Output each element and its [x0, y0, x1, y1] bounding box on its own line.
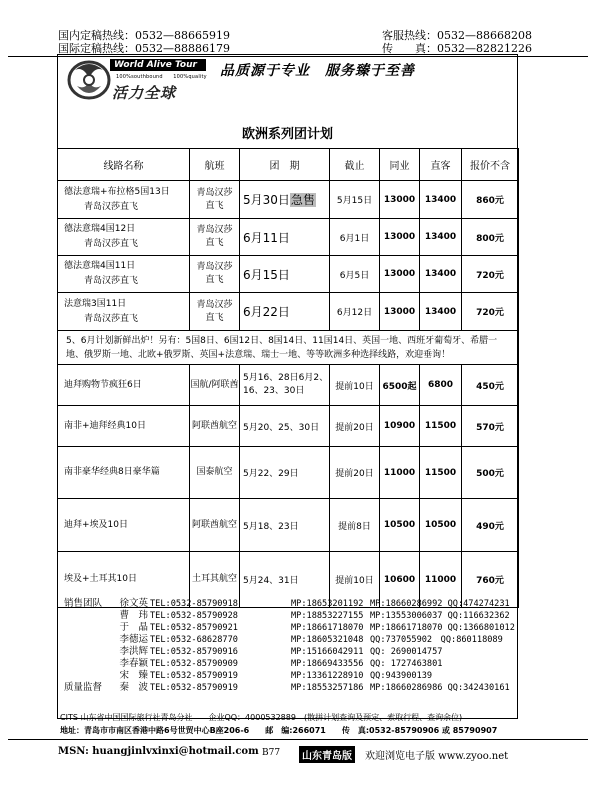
date-cell: 5月16、28日6月2、16、23、30日	[240, 365, 330, 406]
sales-mp: MP:18853227155	[291, 611, 364, 621]
list-item	[58, 622, 518, 634]
deadline-cell: 提前8日	[330, 499, 380, 552]
deadline-cell: 提前10日	[330, 552, 380, 608]
route-cell: 埃及+土耳其10日	[58, 552, 190, 608]
direct-price-cell: 10500	[420, 499, 462, 552]
list-item	[58, 670, 518, 682]
sales-tel: TEL:0532-85790916	[150, 647, 238, 657]
direct-price-cell: 13400	[420, 256, 462, 293]
trade-price-cell: 13000	[380, 181, 420, 219]
route-cell: 迪拜+埃及10日	[58, 499, 190, 552]
trade-price-cell: 6500起	[380, 365, 420, 406]
sales-mp: MP:13361228910	[291, 671, 364, 681]
sales-mp: MP:18661718070	[291, 623, 364, 633]
table-row	[58, 365, 519, 406]
fax-number: 传 真：0532—82821226	[382, 42, 532, 55]
table-row	[58, 293, 519, 331]
direct-price-cell: 11000	[420, 552, 462, 608]
sales-extra: MP:18660286992 QQ:474274231	[370, 599, 510, 609]
top-divider	[8, 56, 588, 57]
extra-price-cell: 490元	[462, 499, 519, 552]
sales-mp: MP:18605321048	[291, 635, 364, 645]
logo-tagline: 100%southbound 100%quality	[116, 74, 207, 80]
deadline-cell: 提前20日	[330, 406, 380, 447]
route-cell: 德法意瑞4国12日 青岛汉莎直飞	[58, 219, 190, 256]
sales-mp: MP:18553257186	[291, 683, 364, 693]
sales-tel: TEL:0532-85790909	[150, 659, 238, 669]
notice-row	[58, 331, 519, 365]
supervisor-label: 质量监督	[64, 682, 103, 693]
sales-mp: MP:18653201192	[291, 599, 364, 609]
trade-price-cell: 13000	[380, 293, 420, 331]
msn-contact: MSN: huangjinlvxinxi@hotmail.com	[58, 746, 259, 757]
tour-table	[57, 148, 519, 608]
trade-price-cell: 11000	[380, 447, 420, 499]
table-row	[58, 256, 519, 293]
deadline-cell: 提前10日	[330, 365, 380, 406]
airline-cell: 阿联酋航空	[190, 499, 240, 552]
route-cell: 南非豪华经典8日豪华篇	[58, 447, 190, 499]
table-row	[58, 447, 519, 499]
route-cell: 德法意瑞4国11日 青岛汉莎直飞	[58, 256, 190, 293]
airline-cell: 青岛汉莎 直飞	[190, 256, 240, 293]
bottom-divider	[8, 739, 588, 740]
list-item	[58, 598, 518, 610]
sales-extra: MP:13553006037 QQ:116632362	[370, 611, 510, 621]
direct-price-cell: 13400	[420, 181, 462, 219]
table-row	[58, 406, 519, 447]
sales-extra: QQ: 1727463801	[370, 659, 443, 669]
company-info: CITS 山东省中国国际旅行社青岛分社 企业QQ：4000532889 (散拼计划查询及预定、索取行程、查询余位)	[60, 713, 463, 722]
sales-tel: TEL:0532-85790928	[150, 611, 238, 621]
extra-price-cell: 720元	[462, 256, 519, 293]
sales-tel: TEL:0532-85790919	[150, 683, 238, 693]
deadline-cell: 6月1日	[330, 219, 380, 256]
date-cell: 6月11日	[240, 219, 330, 256]
sales-tel: TEL:0532-85790921	[150, 623, 238, 633]
date-cell: 5月18、23日	[240, 499, 330, 552]
sales-tel: TEL:0532-85790918	[150, 599, 238, 609]
domestic-hotline: 国内定稿热线：0532—88665919	[58, 29, 230, 42]
company-address: 地址：青岛市市南区香港中路6号世贸中心B座206-6 邮 编:266071 传 真:0532-85790906 或 85790907	[60, 726, 498, 735]
sales-name: 于 晶	[119, 622, 148, 633]
logo-cn-text: 活力全球	[112, 84, 177, 102]
sales-group-label: 销售团队	[64, 598, 103, 609]
airline-cell: 青岛汉莎 直飞	[190, 181, 240, 219]
sales-tel: TEL:0532-85790919	[150, 671, 238, 681]
sales-team	[58, 598, 518, 694]
sales-name: 曹 玮	[119, 610, 148, 621]
deadline-cell: 提前20日	[330, 447, 380, 499]
date-cell: 6月15日	[240, 256, 330, 293]
route-cell: 德法意瑞+布拉格5国13日 青岛汉莎直飞	[58, 181, 190, 219]
list-item	[58, 634, 518, 646]
sales-name: 李洪辉	[119, 646, 148, 657]
sales-extra: QQ: 2690014757	[370, 647, 443, 657]
extra-price-cell: 500元	[462, 447, 519, 499]
sales-extra: QQ:943900139	[370, 671, 433, 681]
sales-name: 宋 臻	[119, 670, 148, 681]
trade-price-cell: 10600	[380, 552, 420, 608]
date-cell: 5月30日急售	[240, 181, 330, 219]
extra-price-cell: 450元	[462, 365, 519, 406]
direct-price-cell: 6800	[420, 365, 462, 406]
date-cell: 5月20、25、30日	[240, 406, 330, 447]
service-hotline: 客服热线：0532—88668208	[382, 29, 532, 42]
table-header-row	[58, 149, 519, 181]
sales-name: 徐文英	[119, 598, 148, 609]
extra-price-cell: 570元	[462, 406, 519, 447]
sales-tel: TEL:0532-68628770	[150, 635, 238, 645]
notice-text: 5、6月计划新鲜出炉！另有：5国8日、6国12日、8国14日、11国14日、英国一地、西班牙葡萄牙、希腊一地、俄罗斯一地、北欧+俄罗斯、英国+法意瑞、瑞士一地、等等欧洲多种选择线路，欢迎垂询！	[58, 331, 519, 365]
urgent-badge: 急售	[290, 193, 315, 207]
trade-price-cell: 10500	[380, 499, 420, 552]
extra-price-cell: 800元	[462, 219, 519, 256]
airline-cell: 国航/阿联酋	[190, 365, 240, 406]
airline-cell: 青岛汉莎 直飞	[190, 219, 240, 256]
sales-name: 李德运	[119, 634, 148, 645]
sales-extra: QQ:737055902 QQ:860118089	[370, 635, 503, 645]
trade-price-cell: 13000	[380, 256, 420, 293]
direct-price-cell: 11500	[420, 406, 462, 447]
deadline-cell: 5月15日	[330, 181, 380, 219]
sales-extra: MP:18660286986 QQ:342430161	[370, 683, 510, 693]
date-cell: 6月22日	[240, 293, 330, 331]
trade-price-cell: 10900	[380, 406, 420, 447]
extra-price-cell: 720元	[462, 293, 519, 331]
sales-extra: MP:18661718070 QQ:1366801012	[370, 623, 515, 633]
plan-title: 欧洲系列团计划	[241, 127, 333, 142]
table-row	[58, 499, 519, 552]
airline-cell: 国泰航空	[190, 447, 240, 499]
sales-name: 秦 波	[119, 682, 148, 693]
slogan: 品质源于专业 服务臻于至善	[220, 63, 415, 79]
header-price: 报价不含	[462, 149, 519, 181]
header-direct: 直客	[420, 149, 462, 181]
route-cell: 迪拜购物节疯狂6日	[58, 365, 190, 406]
edition-badge: 山东青岛版	[299, 746, 355, 763]
date-cell: 5月22、29日	[240, 447, 330, 499]
direct-price-cell: 13400	[420, 293, 462, 331]
page-number: B77	[262, 748, 281, 758]
list-item	[58, 682, 518, 694]
deadline-cell: 6月5日	[330, 256, 380, 293]
extra-price-cell: 760元	[462, 552, 519, 608]
extra-price-cell: 860元	[462, 181, 519, 219]
deadline-cell: 6月12日	[330, 293, 380, 331]
header-deadline: 截止	[330, 149, 380, 181]
table-row	[58, 219, 519, 256]
international-hotline: 国际定稿热线：0532—88886179	[58, 42, 230, 55]
website-text: 欢迎浏览电子版 www.zyoo.net	[365, 751, 509, 762]
date-cell: 5月24、31日	[240, 552, 330, 608]
header-airline: 航班	[190, 149, 240, 181]
trade-price-cell: 13000	[380, 219, 420, 256]
header-trade: 同业	[380, 149, 420, 181]
route-cell: 法意瑞3国11日 青岛汉莎直飞	[58, 293, 190, 331]
sales-mp: MP:18669433556	[291, 659, 364, 669]
direct-price-cell: 11500	[420, 447, 462, 499]
airline-cell: 阿联酋航空	[190, 406, 240, 447]
direct-price-cell: 13400	[420, 219, 462, 256]
list-item	[58, 646, 518, 658]
sales-mp: MP:15166042911	[291, 647, 364, 657]
airline-cell: 青岛汉莎 直飞	[190, 293, 240, 331]
airline-cell: 土耳其航空	[190, 552, 240, 608]
list-item	[58, 610, 518, 622]
table-row	[58, 181, 519, 219]
list-item	[58, 658, 518, 670]
header-date: 团 期	[240, 149, 330, 181]
sales-name: 李春颖	[119, 658, 148, 669]
header-route: 线路名称	[58, 149, 190, 181]
route-cell: 南非+迪拜经典10日	[58, 406, 190, 447]
logo-en-text: World Alive Tour	[110, 59, 206, 71]
